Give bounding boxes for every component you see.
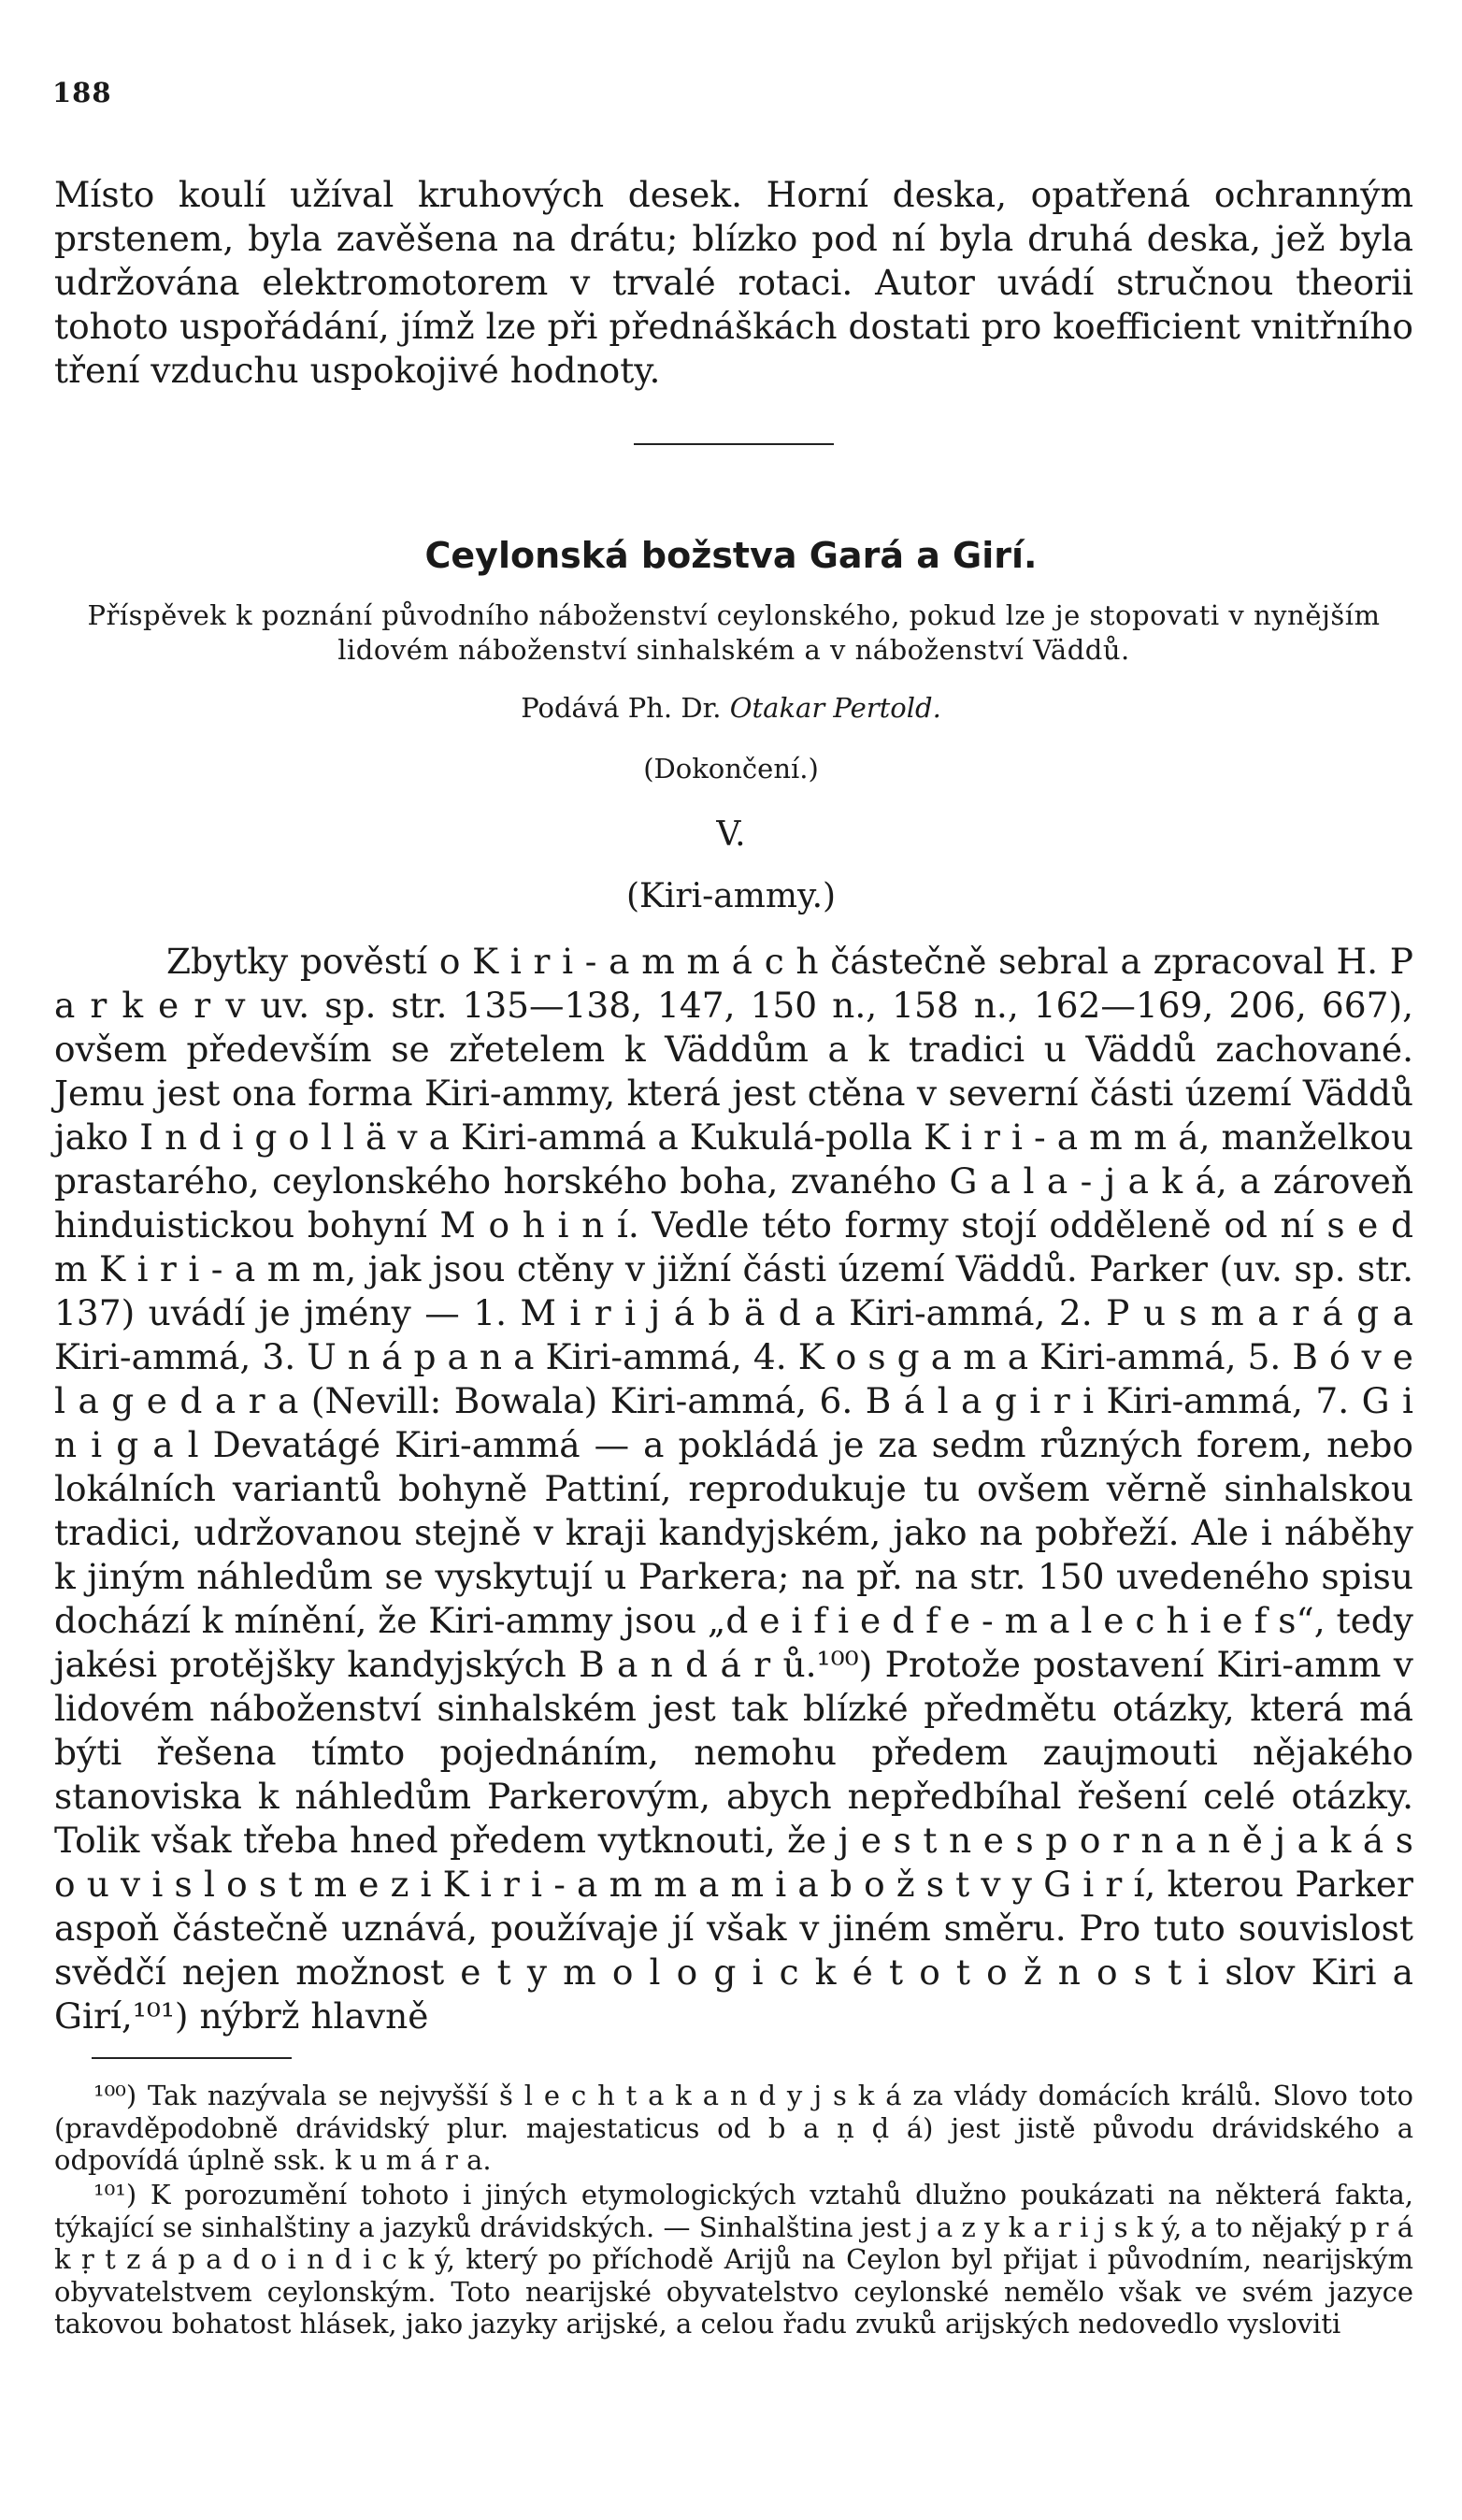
continued-note: (Dokončení.)	[643, 753, 819, 785]
author-name: Otakar Pertold.	[729, 692, 941, 724]
author-line	[0, 692, 1462, 724]
footnote-100: ¹⁰⁰) Tak nazývala se nejvyšší š l e c h t a k a n d y j s k á za vlády domácích králů. Slovo toto (pravděpodobně drávidský plur. majestaticus od b a ṇ ḍ á) jest jistě původu drávidského a odpovídá úplně ssk. k u m á r a.	[54, 2080, 1413, 2176]
chapter-title: (Kiri-ammy.)	[625, 877, 837, 915]
article-subtitle: Příspěvek k poznání původního náboženství ceylonského, pokud lze je stopovati v nynějším lidovém náboženství sinhalském a v náboženství Väddů.	[87, 599, 1381, 666]
section-divider	[634, 443, 834, 445]
article-title: Ceylonská božstva Gará a Girí.	[424, 535, 1038, 576]
page-number: 188	[52, 77, 112, 108]
footnote-101: ¹⁰¹) K porozumění tohoto i jiných etymologických vztahů dlužno poukázati na některá fakta, týkající se sinhalštiny a jazyků drávidských. — Sinhalština jest j a z y k a r i j s k ý, a to nějaký p r á k ṛ t z á p a d o i n d i c k ý, který po příchodě Arijů na Ceylon byl přijat i původním, nearijským obyvatelstvem ceylonským. Toto nearijské obyvatelstvo ceylonské nemělo však ve svém jazyce takovou bohatost hlásek, jako jazyky arijské, a celou řadu zvuků arijských nedovedlo vysloviti	[54, 2179, 1413, 2340]
opening-paragraph: Místo koulí užíval kruhových desek. Horní deska, opatřená ochranným prstenem, byla zavěšena na drátu; blízko pod ní byla druhá deska, jež byla udržována elektromotorem v trvalé rotaci. Autor uvádí stručnou theorii tohoto uspořádání, jímž lze při přednáškách dostati pro koefficient vnitřního tření vzduchu uspokojivé hodnoty.	[54, 174, 1413, 391]
footnote-divider	[92, 2057, 292, 2059]
chapter-number: V.	[716, 815, 746, 854]
author-prefix: Podává Ph. Dr.	[521, 692, 722, 724]
body-paragraph: Zbytky pověstí o K i r i - a m m á c h částečně sebral a zpracoval H. P a r k e r v uv. sp. str. 135—138, 147, 150 n., 158 n., 162—169, 206, 667), ovšem především se zřetelem k Väddům a k tradici u Väddů zachované. Jemu jest ona forma Kiri-ammy, která jest ctěna v severní části území Väddů jako I n d i g o l l ä v a Kiri-ammá a Kukulá-polla K i r i - a m m á, manželkou prastarého, ceylonského horského boha, zvaného G a l a - j a k á, a zároveň hinduistickou bohyní M o h i n í. Vedle této formy stojí odděleně od ní s e d m K i r i - a m m, jak jsou ctěny v jižní části území Väddů. Parker (uv. sp. str. 137) uvádí je jmény — 1. M i r i j á b ä d a Kiri-ammá, 2. P u s m a r á g a Kiri-ammá, 3. U n á p a n a Kiri-ammá, 4. K o s g a m a Kiri-ammá, 5. B ó v e l a g e d a r a (Nevill: Bowala) Kiri-ammá, 6. B á l a g i r i Kiri-ammá, 7. G i n i g a l Devatágé Kiri-ammá — a pokládá je za sedm různých forem, nebo lokálních variantů bohyně Pattiní, reprodukuje tu ovšem věrně sinhalskou tradici, udržovanou stejně v kraji kandyjském, jako na pobřeží. Ale i náběhy k jiným náhledům se vyskytují u Parkera; na př. na str. 150 uvedeného spisu dochází k mínění, že Kiri-ammy jsou „d e i f i e d f e - m a l e c h i e f s“, tedy jakési protějšky kandyjských B a n d á r ů.¹⁰⁰) Protože postavení Kiri-amm v lidovém náboženství sinhalském jest tak blízké předmětu otázky, která má býti řešena tímto pojednáním, nemohu předem zaujmouti nějakého stanoviska k náhledům Parkerovým, abych nepředbíhal řešení celé otázky. Tolik však třeba hned předem vytknouti, že j e s t n e s p o r n a n ě j a k á s o u v i s l o s t m e z i K i r i - a m m a m i a b o ž s t v y G i r í, kterou Parker aspoň částečně uznává, používaje jí však v jiném směru. Pro tuto souvislost svědčí nejen možnost e t y m o l o g i c k é t o t o ž n o s t i slov Kiri a Girí,¹⁰¹) nýbrž hlavně	[54, 941, 1413, 2037]
